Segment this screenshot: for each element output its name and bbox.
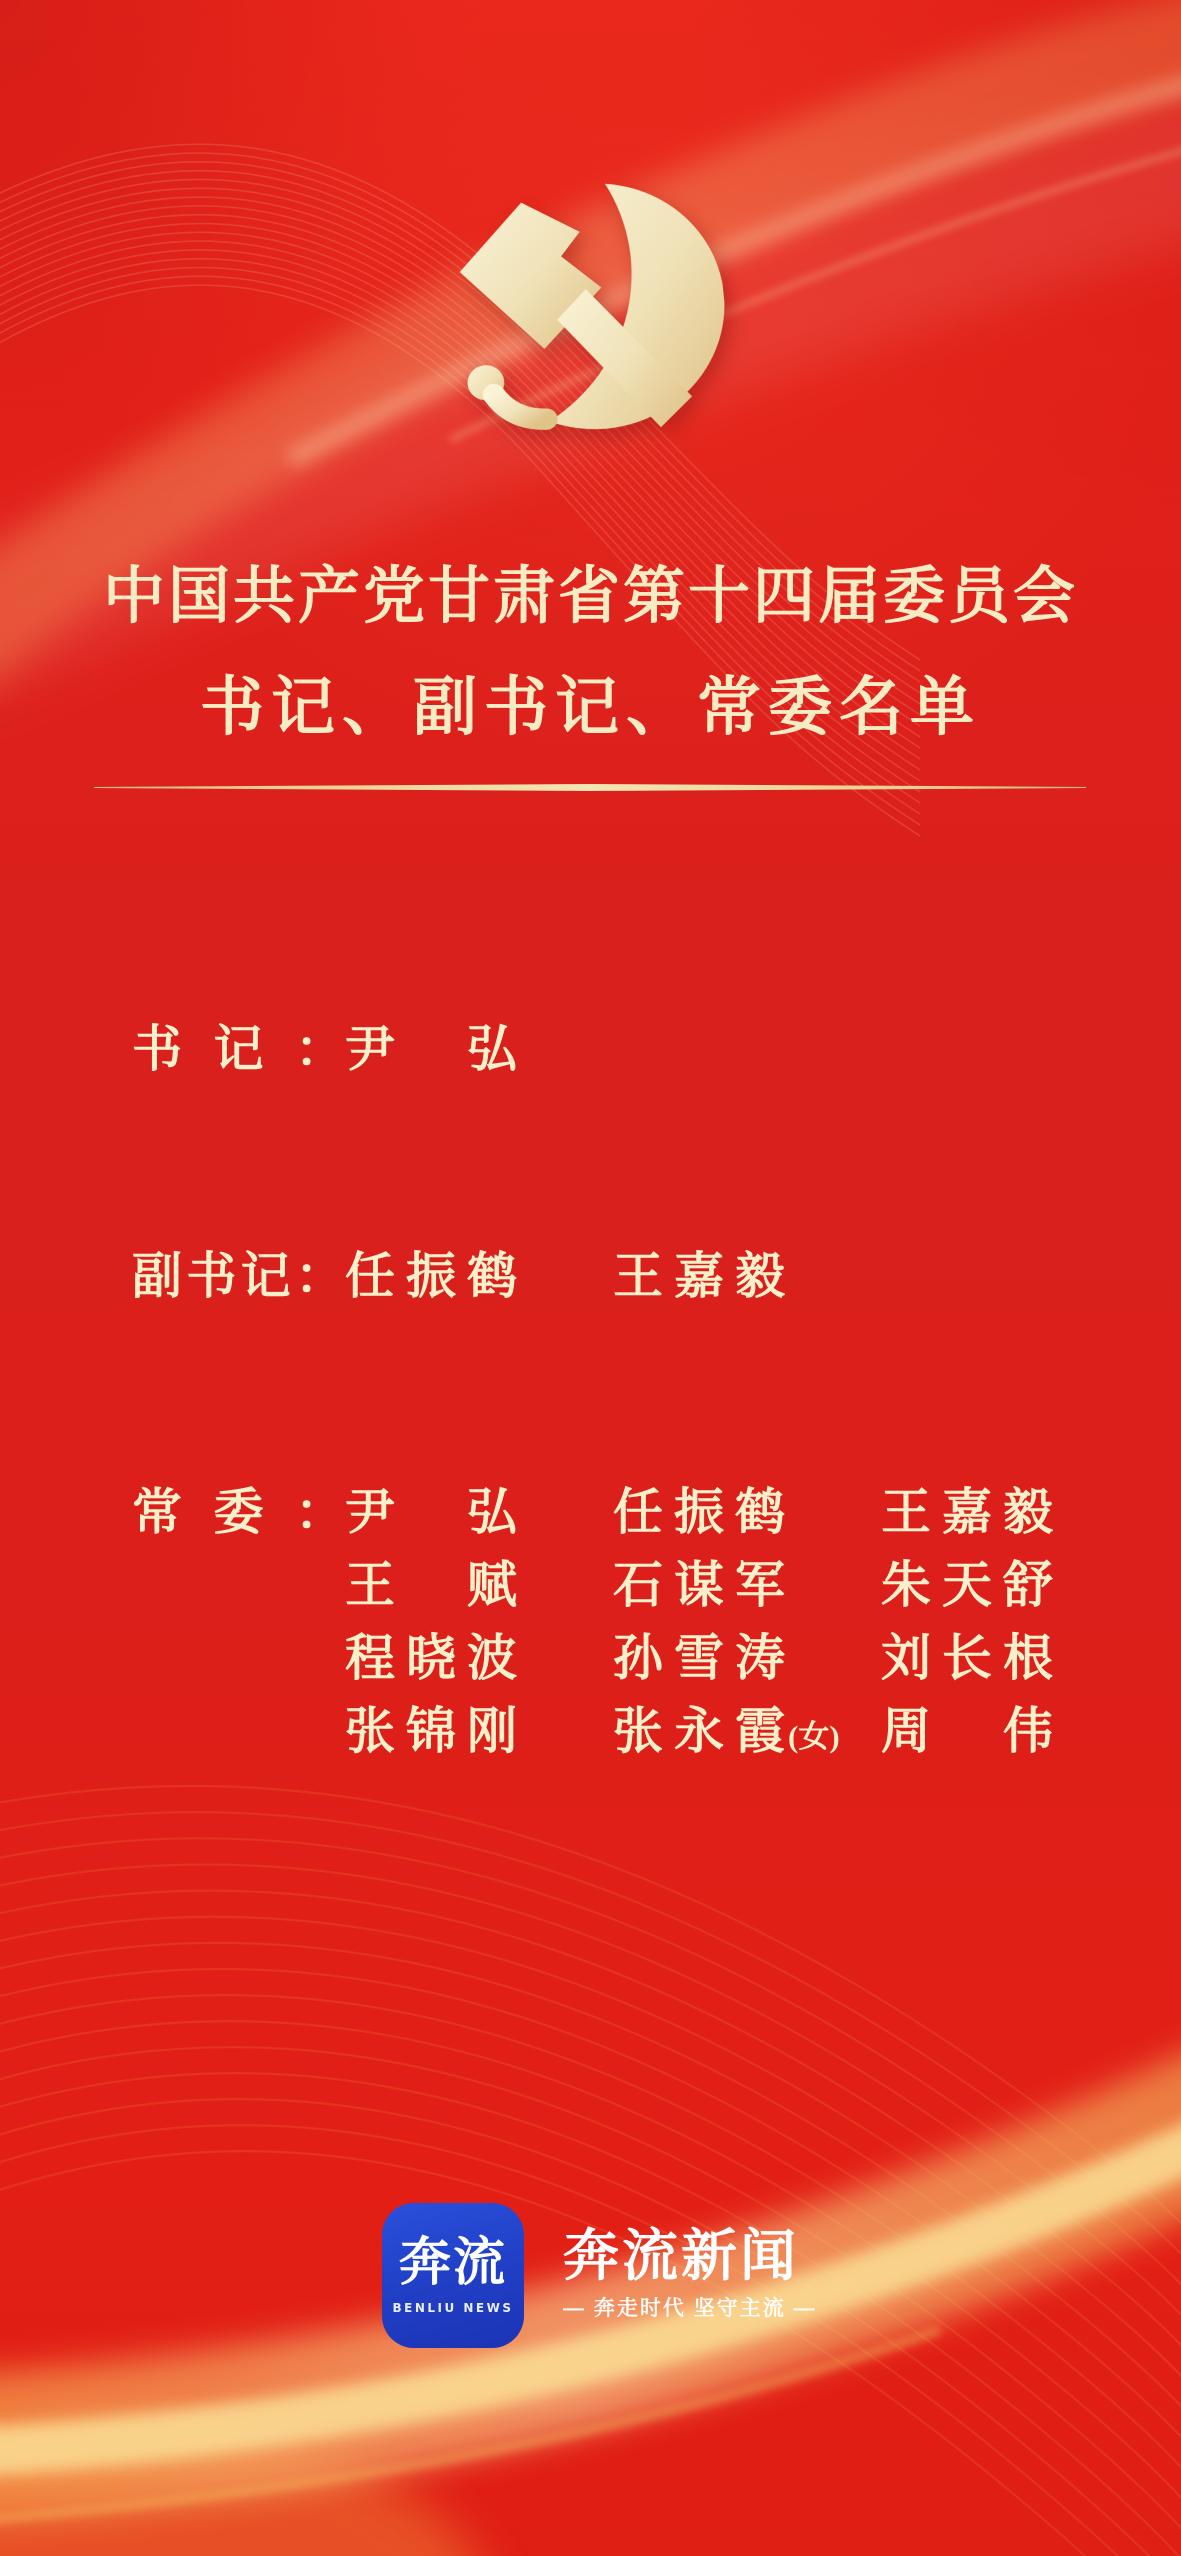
member-name: 尹弘: [345, 1484, 517, 1540]
benliu-brand-block: [563, 2224, 817, 2320]
benliu-tagline: — 奔走时代 坚守主流 —: [563, 2297, 817, 2320]
member-name: 石谋军: [613, 1557, 785, 1613]
benliu-logo-cn: 奔流: [398, 2234, 507, 2292]
name-list: [345, 1632, 1053, 1684]
gold-streak-top-right-core: [290, 70, 1181, 460]
name-list: [345, 1705, 1053, 1757]
member-name: 任振鹤: [345, 1248, 517, 1304]
member-name: 刘长根: [881, 1630, 1053, 1686]
corner-glow: [0, 2406, 490, 2556]
member-name: 孙雪涛: [613, 1630, 785, 1686]
gold-ribbon-thin: [0, 2330, 940, 2525]
sickle-handle-arm: [494, 389, 547, 424]
roster-row-secretary: [132, 1023, 517, 1075]
poster-title-line1: 中国共产党甘肃省第十四届委员会: [102, 563, 1078, 631]
roster-label: 常委：: [132, 1484, 345, 1540]
poster-title-line2: 书记、副书记、常委名单: [200, 672, 981, 743]
member-name: 朱天舒: [881, 1557, 1053, 1613]
benliu-brand-name: 奔流新闻: [563, 2224, 799, 2287]
member-name: 尹弘: [345, 1021, 517, 1077]
gender-note: (女): [788, 1718, 840, 1754]
name-list: [345, 1023, 517, 1075]
roster-row-standing-committee-3: [132, 1632, 1053, 1684]
roster-row-deputy-secretaries: [132, 1250, 785, 1302]
member-name: 张永霞 (女): [613, 1703, 840, 1759]
name-list: [345, 1486, 1053, 1538]
member-name: 张锦刚: [345, 1703, 517, 1759]
member-name: 程晓波: [345, 1630, 517, 1686]
member-name: 任振鹤: [613, 1484, 785, 1540]
party-emblem-icon: [443, 163, 737, 448]
member-name: 王赋: [345, 1557, 517, 1613]
roster-row-standing-committee-1: [132, 1486, 1053, 1538]
roster-row-standing-committee-4: [132, 1705, 1053, 1757]
member-name: 王嘉毅: [881, 1484, 1053, 1540]
wave-lines-bottom-left: [0, 1786, 1181, 2556]
member-name: 王嘉毅: [613, 1248, 785, 1304]
member-name: 周伟: [881, 1703, 1053, 1759]
title-divider: [94, 784, 1086, 791]
roster-label: 副书记：: [132, 1248, 345, 1304]
benliu-app-logo: [382, 2203, 524, 2348]
benliu-logo-en: BENLIU NEWS: [392, 2301, 514, 2315]
name-list: [345, 1559, 1053, 1611]
roster-label: 书记：: [132, 1021, 345, 1077]
name-list: [345, 1250, 785, 1302]
roster-row-standing-committee-2: [132, 1559, 1053, 1611]
